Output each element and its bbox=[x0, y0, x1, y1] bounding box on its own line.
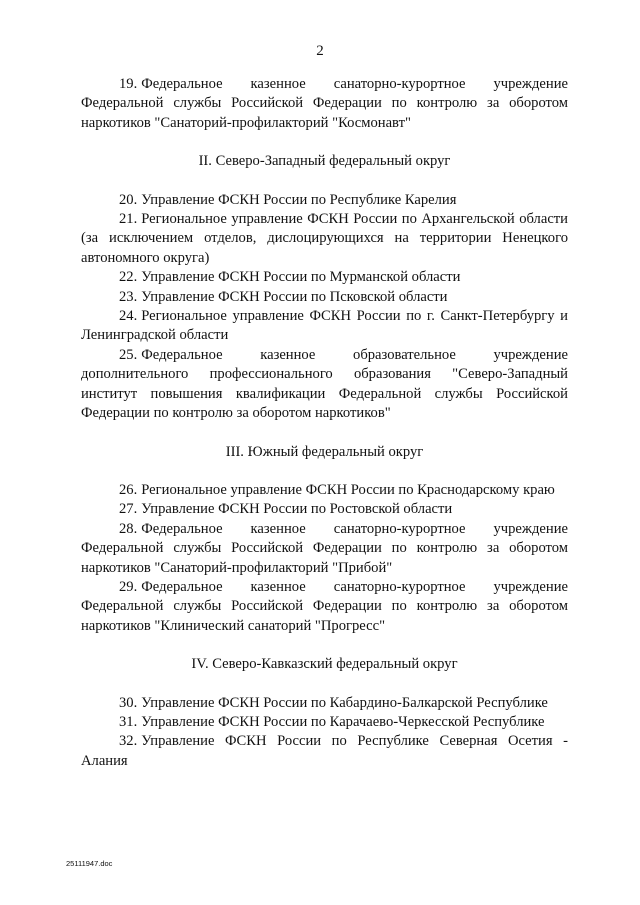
list-item-text: Управление ФСКН России по Псковской области bbox=[141, 288, 448, 305]
list-item-number: 31. bbox=[119, 713, 138, 730]
section-heading: II. Северо-Западный федеральный округ bbox=[198, 153, 451, 170]
section-heading: IV. Северо-Кавказский федеральный округ bbox=[191, 656, 458, 673]
list-item bbox=[81, 75, 568, 133]
file-name-footer: 25111947.doc bbox=[66, 859, 113, 868]
list-item-text: Управление ФСКН России по Мурманской области bbox=[141, 269, 461, 286]
list-item-number: 26. bbox=[119, 481, 138, 498]
list-item bbox=[81, 288, 568, 307]
list-item-number: 28. bbox=[119, 520, 138, 537]
list-item-text: Управление ФСКН России по Кабардино-Балкарской Республике bbox=[141, 694, 548, 711]
list-item bbox=[81, 346, 568, 424]
list-item bbox=[81, 694, 568, 713]
list-item bbox=[81, 307, 568, 346]
list-item-number: 25. bbox=[119, 346, 138, 363]
list-item-text: Региональное управление ФСКН России по г. Санкт-Петербургу и Ленинградской области bbox=[81, 308, 568, 344]
section-heading: III. Южный федеральный округ bbox=[225, 443, 424, 460]
list-item-number: 23. bbox=[119, 288, 138, 305]
list-item bbox=[81, 268, 568, 287]
list-item-text: Управление ФСКН России по Ростовской области bbox=[141, 501, 453, 518]
list-item bbox=[81, 520, 568, 578]
list-item-text: Управление ФСКН России по Карачаево-Черкесской Республике bbox=[141, 713, 545, 730]
list-item-text: Управление ФСКН России по Республике Северная Осетия - Алания bbox=[81, 733, 568, 769]
list-item bbox=[81, 191, 568, 210]
list-item bbox=[81, 481, 568, 500]
list-item-number: 27. bbox=[119, 501, 138, 518]
list-item-text: Федеральное казенное санаторно-курортное учреждение Федеральной службы Российской Федерации по контролю за оборотом наркотиков "Санаторий-профилакторий "Прибой" bbox=[81, 520, 568, 576]
list-item-text: Управление ФСКН России по Республике Карелия bbox=[141, 191, 457, 208]
list-item-number: 21. bbox=[119, 211, 138, 228]
list-item-text: Региональное управление ФСКН России по Краснодарскому краю bbox=[141, 481, 555, 498]
page-number: 2 bbox=[316, 43, 324, 59]
list-item-number: 30. bbox=[119, 694, 138, 711]
list-item-number: 29. bbox=[119, 578, 138, 595]
list-item-text: Федеральное казенное санаторно-курортное учреждение Федеральной службы Российской Федерации по контролю за оборотом наркотиков "Клинический санаторий "Прогресс" bbox=[81, 578, 568, 634]
list-item-number: 22. bbox=[119, 269, 138, 286]
document-body bbox=[81, 75, 568, 771]
list-item-number: 32. bbox=[119, 733, 138, 750]
list-item-number: 24. bbox=[119, 308, 138, 325]
list-item bbox=[81, 210, 568, 268]
list-item bbox=[81, 500, 568, 519]
list-item-number: 19. bbox=[119, 76, 138, 92]
list-item bbox=[81, 578, 568, 636]
list-item bbox=[81, 713, 568, 732]
list-item-text: Региональное управление ФСКН России по Архангельской области (за исключением отделов, дислоцирующихся на территории Ненецкого автономного округа) bbox=[81, 211, 568, 266]
list-item-number: 20. bbox=[119, 191, 138, 208]
list-item-text: Федеральное казенное образовательное учреждение дополнительного профессионального образования "Северо-Западный институт повышения квалификации Федеральной службы Российской Федерации по контролю за оборотом наркотиков" bbox=[81, 346, 568, 422]
list-item bbox=[81, 732, 568, 771]
list-item-text: Федеральное казенное санаторно-курортное учреждение Федеральной службы Российской Федерации по контролю за оборотом наркотиков "Санаторий-профилакторий "Космонавт" bbox=[81, 76, 568, 131]
